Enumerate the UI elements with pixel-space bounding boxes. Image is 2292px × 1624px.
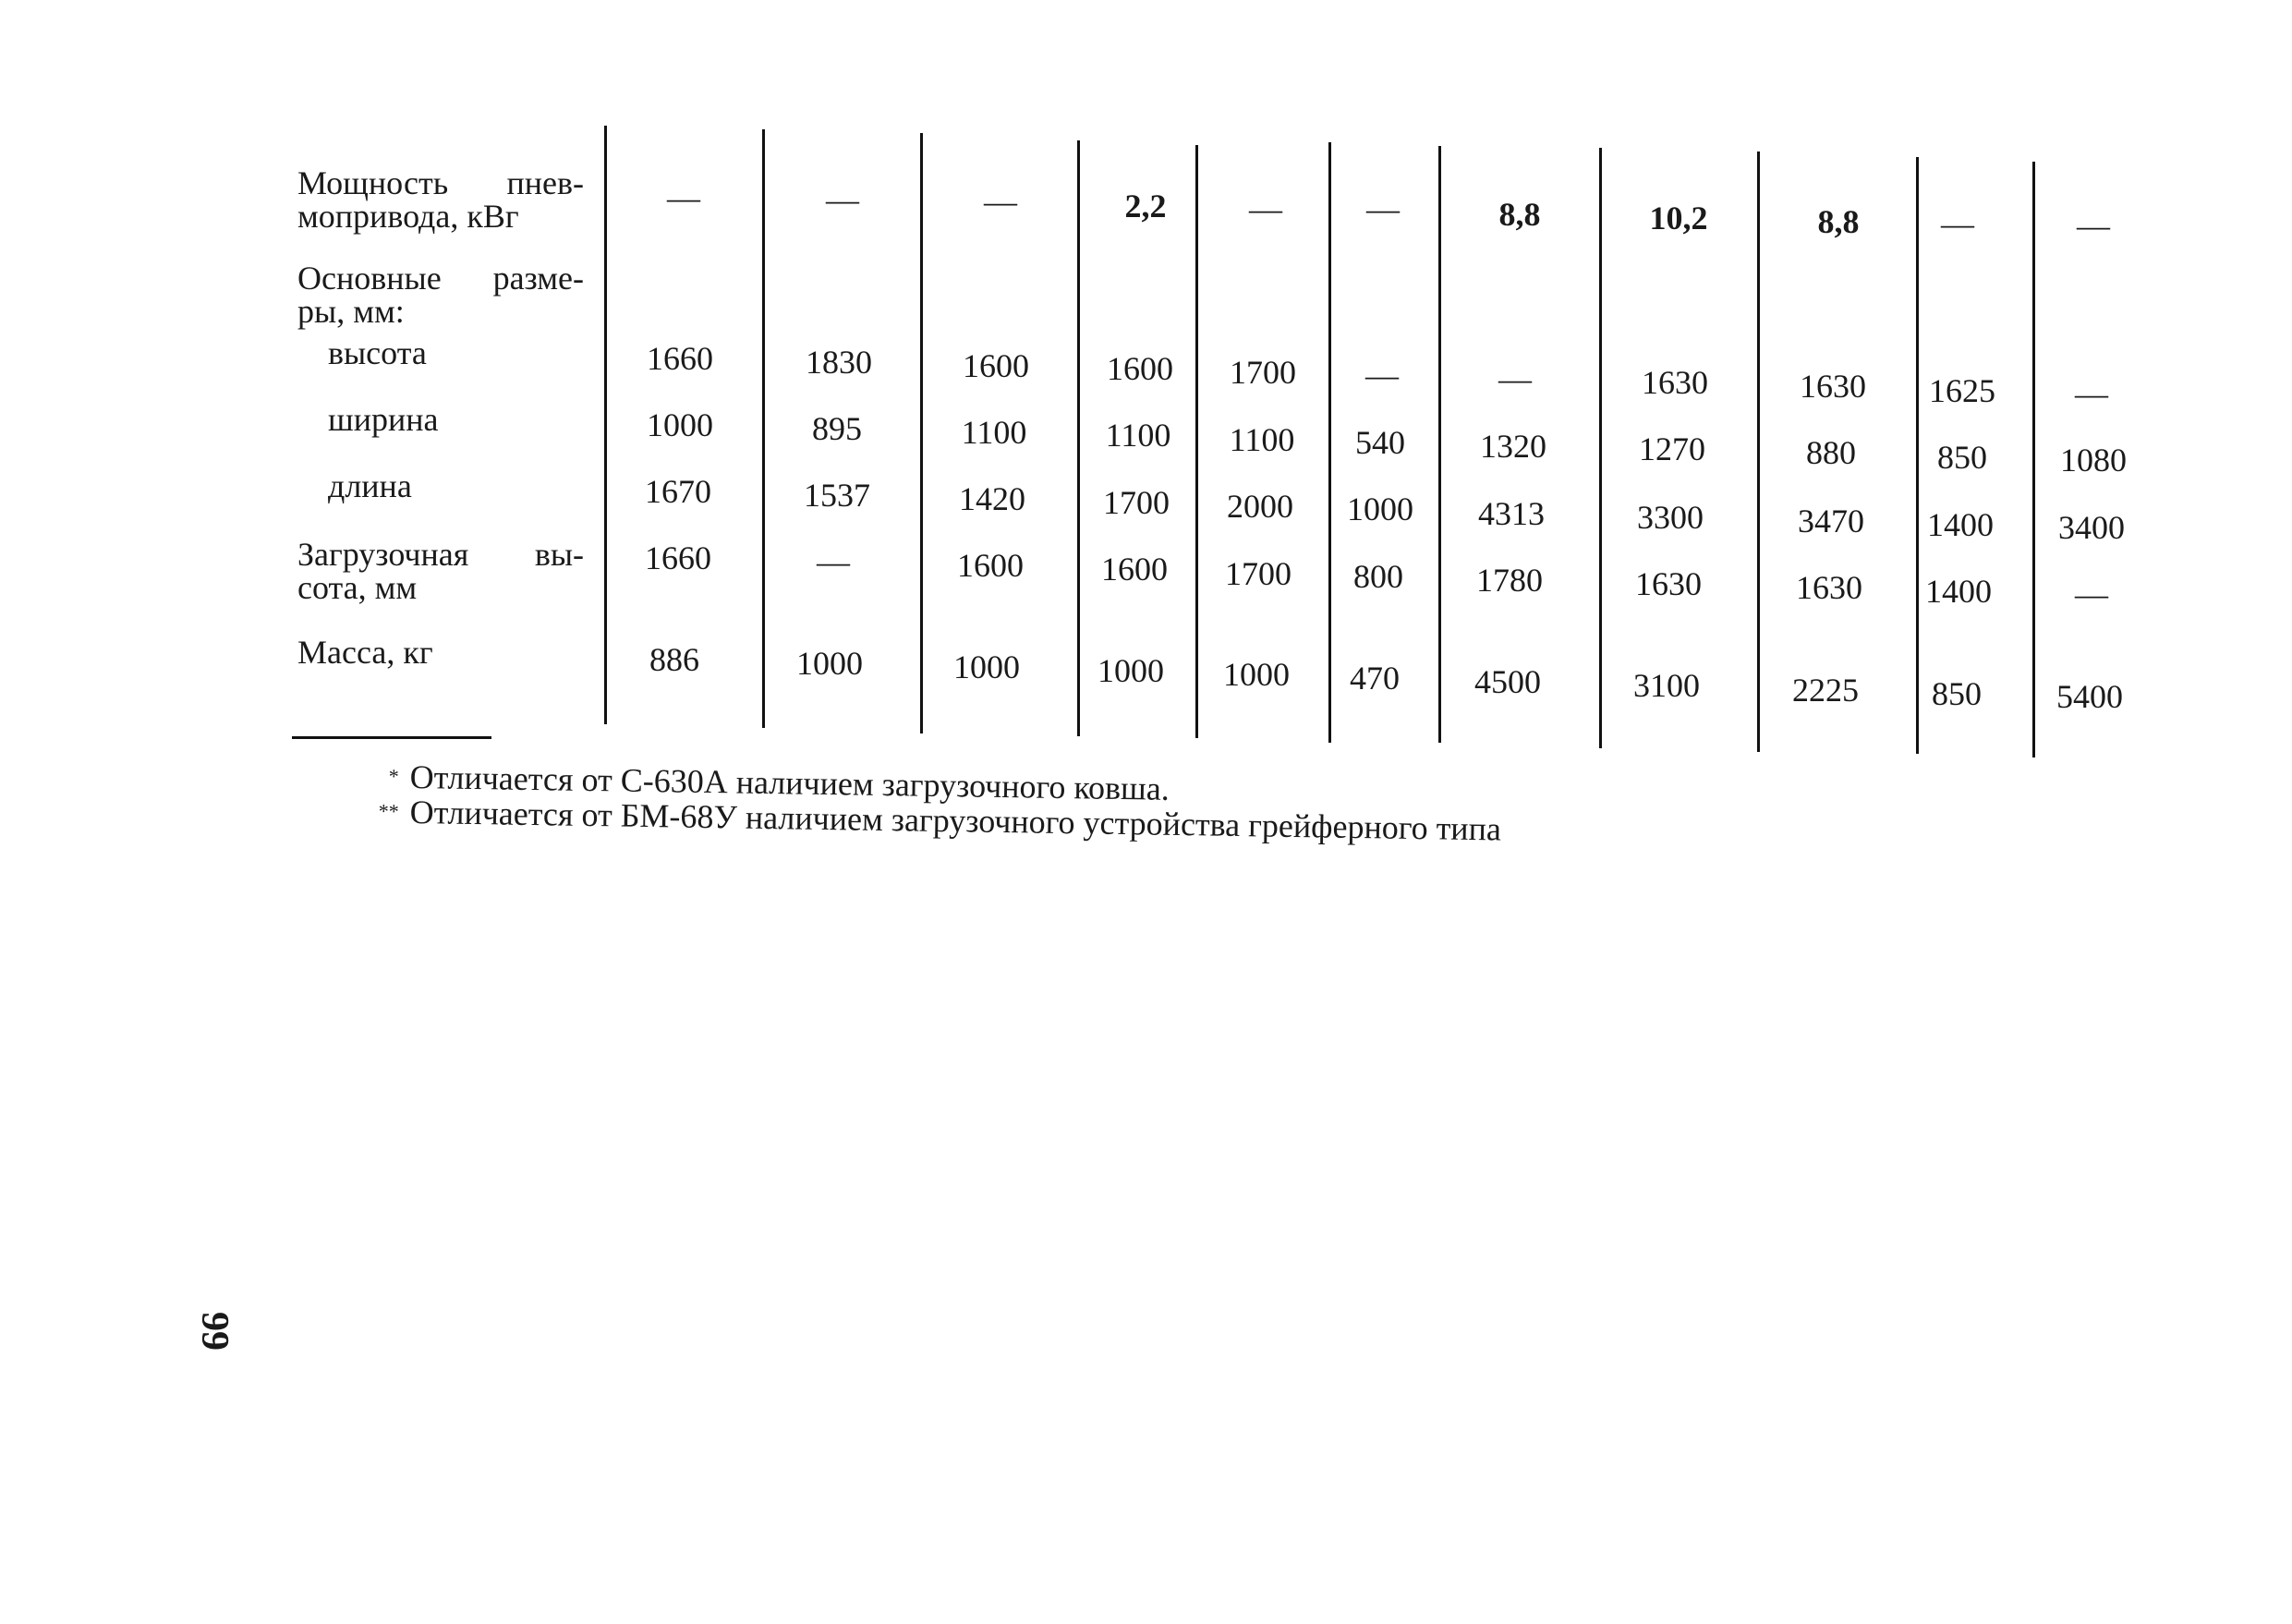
footnote-1-text: Отличается от С-630А наличием загрузочного ковша. <box>409 757 1170 807</box>
cell-mass-col11: 5400 <box>2056 678 2123 715</box>
cell-loading-height-col2: — <box>817 543 850 580</box>
cell-power-col4: 2,2 <box>1124 188 1167 224</box>
cell-power-col2: — <box>826 181 859 218</box>
cell-loading-height-col3: 1600 <box>957 547 1024 584</box>
footnote-2-mark: ** <box>378 799 399 823</box>
cell-loading-height-col4: 1600 <box>1101 551 1168 588</box>
row-label-power-line1: Мощность пнев- <box>297 164 584 201</box>
cell-power-col3: — <box>984 183 1017 220</box>
cell-length-col6: 1000 <box>1347 491 1413 527</box>
row-label-width: ширина <box>328 401 439 438</box>
cell-power-col7: 8,8 <box>1498 196 1541 233</box>
cell-mass-col9: 2225 <box>1792 672 1859 709</box>
cell-mass-col8: 3100 <box>1633 667 1700 704</box>
cell-length-col5: 2000 <box>1227 488 1293 525</box>
cell-length-col4: 1700 <box>1103 484 1170 521</box>
row-label-loading-height-line1: Загрузочная вы- <box>297 536 584 573</box>
cell-loading-height-col8: 1630 <box>1635 565 1702 602</box>
cell-power-col5: — <box>1249 190 1282 227</box>
cell-width-col2: 895 <box>812 410 862 447</box>
page-number: 99 <box>193 1312 236 1351</box>
row-label-height: высота <box>328 334 427 371</box>
cell-width-col11: 1080 <box>2060 442 2127 479</box>
cell-loading-height-col10: 1400 <box>1925 573 1992 610</box>
cell-height-col4: 1600 <box>1107 350 1173 387</box>
cell-length-col11: 3400 <box>2058 509 2125 546</box>
cell-height-col8: 1630 <box>1642 364 1708 401</box>
cell-mass-col6: 470 <box>1350 660 1400 697</box>
cell-width-col5: 1100 <box>1229 421 1295 458</box>
cell-width-col4: 1100 <box>1105 417 1171 454</box>
cell-mass-col3: 1000 <box>953 648 1020 685</box>
cell-height-col5: 1700 <box>1230 354 1296 391</box>
cell-loading-height-col1: 1660 <box>645 539 711 576</box>
cell-height-col6: — <box>1365 357 1399 394</box>
cell-width-col6: 540 <box>1355 424 1405 461</box>
cell-height-col1: 1660 <box>647 340 713 377</box>
cell-loading-height-col5: 1700 <box>1225 555 1292 592</box>
cell-length-col7: 4313 <box>1478 495 1545 532</box>
cell-loading-height-col11: — <box>2075 576 2108 612</box>
row-label-dimensions-line1: Основные разме- <box>297 260 584 297</box>
cell-height-col7: — <box>1498 360 1532 397</box>
cell-mass-col7: 4500 <box>1474 663 1541 700</box>
cell-loading-height-col7: 1780 <box>1476 562 1543 599</box>
cell-power-col1: — <box>667 179 700 216</box>
cell-height-col3: 1600 <box>963 347 1029 384</box>
row-label-loading-height-line2: сота, мм <box>297 569 418 606</box>
footnote-rule <box>292 736 491 739</box>
cell-height-col10: 1625 <box>1929 372 1995 409</box>
cell-width-col7: 1320 <box>1480 428 1546 465</box>
cell-mass-col4: 1000 <box>1097 652 1164 689</box>
cell-power-col9: 8,8 <box>1817 203 1860 240</box>
cell-height-col11: — <box>2075 375 2108 412</box>
cell-mass-col10: 850 <box>1932 675 1982 712</box>
footnote-2-text: Отличается от БМ-68У наличием загрузочного устройства грейферного типа <box>409 793 1502 848</box>
cell-length-col3: 1420 <box>959 480 1025 517</box>
cell-loading-height-col9: 1630 <box>1796 569 1862 606</box>
cell-width-col9: 880 <box>1806 434 1856 471</box>
cell-power-col10: — <box>1941 205 1974 242</box>
cell-mass-col2: 1000 <box>796 645 863 682</box>
cell-length-col10: 1400 <box>1927 506 1994 543</box>
cell-height-col9: 1630 <box>1800 368 1866 405</box>
cell-length-col1: 1670 <box>645 473 711 510</box>
cell-power-col8: 10,2 <box>1649 200 1708 236</box>
cell-width-col8: 1270 <box>1639 430 1705 467</box>
row-label-power-line2: мопривода, кВг <box>297 198 519 235</box>
cell-power-col11: — <box>2077 207 2110 244</box>
cell-mass-col5: 1000 <box>1223 656 1290 693</box>
cell-power-col6: — <box>1366 190 1400 227</box>
cell-width-col1: 1000 <box>647 406 713 443</box>
cell-length-col9: 3470 <box>1798 503 1864 539</box>
row-label-length: длина <box>328 467 412 504</box>
row-label-mass: Масса, кг <box>297 634 433 671</box>
cell-loading-height-col6: 800 <box>1353 558 1403 595</box>
footnote-1-mark: * <box>388 764 399 788</box>
row-label-dimensions-line2: ры, мм: <box>297 293 405 330</box>
footnote-2 <box>354 793 1502 848</box>
cell-width-col3: 1100 <box>961 414 1027 451</box>
cell-mass-col1: 886 <box>649 641 699 678</box>
cell-length-col2: 1537 <box>804 477 870 514</box>
cell-width-col10: 850 <box>1937 439 1987 476</box>
cell-length-col8: 3300 <box>1637 499 1704 536</box>
cell-height-col2: 1830 <box>806 344 872 381</box>
